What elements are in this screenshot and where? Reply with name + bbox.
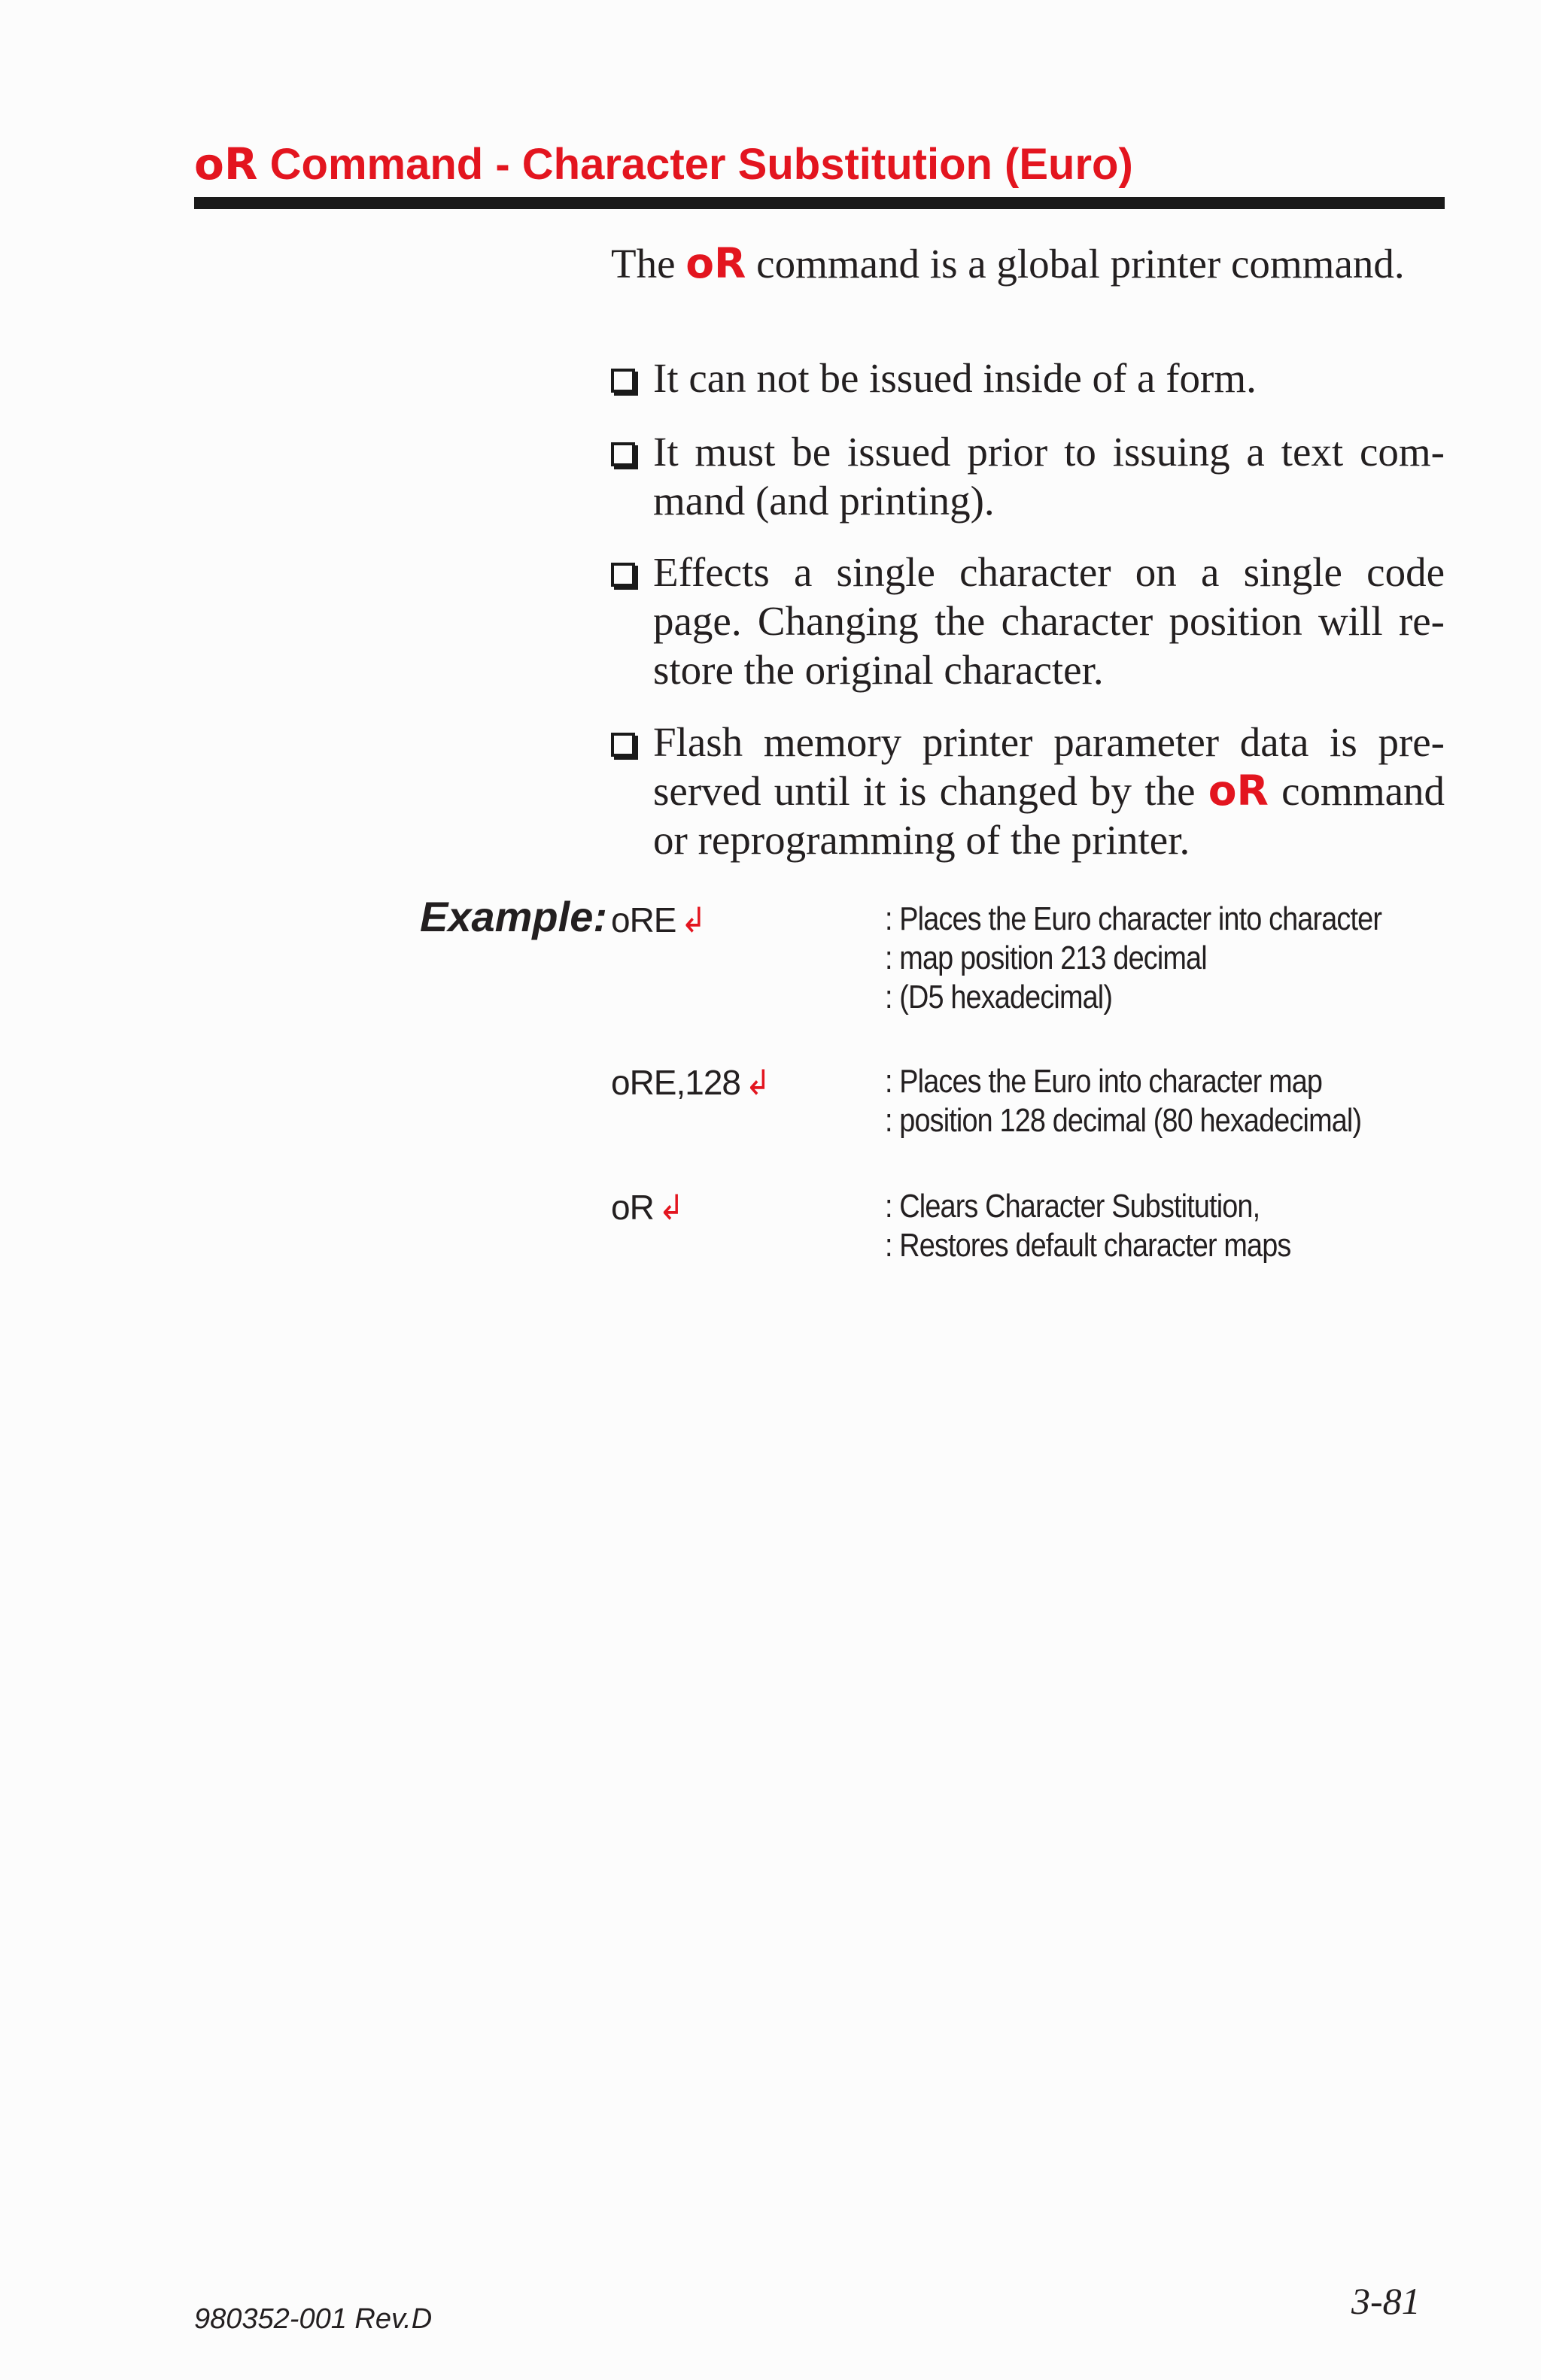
example-description: : Clears Character Substitution, : Restores default character maps <box>885 1188 1291 1264</box>
enter-icon: ↲ <box>658 1188 684 1227</box>
intro-paragraph <box>611 239 1446 288</box>
checkbox-bullet-icon <box>611 733 635 757</box>
example-code: oRE ↲ <box>611 900 707 940</box>
bullet-item <box>611 427 1445 525</box>
example-description: : Places the Euro character into character : map position 213 decimal : (D5 hexadecimal) <box>885 900 1382 1015</box>
intro-suffix: command is a global printer command. <box>756 241 1405 287</box>
bullet-text: Flash memory printer parameter data is pre- served until it is changed by the oR command or reprogramming of the printer. <box>653 719 1445 863</box>
bullet-text: It must be issued prior to issuing a text com- mand (and printing). <box>653 429 1445 524</box>
title-rule <box>194 197 1445 209</box>
checkbox-bullet-icon <box>611 442 635 466</box>
checkbox-bullet-icon <box>611 369 635 393</box>
bullet-item <box>611 354 1445 402</box>
example-code: oRE,128 ↲ <box>611 1063 770 1102</box>
example-label: Example: <box>420 893 607 940</box>
checkbox-bullet-icon <box>611 563 635 587</box>
example-code: oR ↲ <box>611 1188 684 1227</box>
title-command: oR <box>194 138 258 190</box>
page-title <box>194 138 1133 190</box>
example-description: : Places the Euro into character map : position 128 decimal (80 hexadecimal) <box>885 1063 1362 1139</box>
bullet-item <box>611 718 1445 864</box>
document-number: 980352-001 Rev.D <box>194 2303 433 2335</box>
bullet-item <box>611 548 1445 694</box>
intro-command: oR <box>685 239 746 287</box>
enter-icon: ↲ <box>745 1063 770 1102</box>
title-text: Command - Character Substitution (Euro) <box>269 140 1133 189</box>
page-number: 3-81 <box>1351 2280 1421 2322</box>
enter-icon: ↲ <box>680 900 707 940</box>
bullet-text: Effects a single character on a single code page. Changing the character position will re- store the original character. <box>653 549 1445 693</box>
intro-prefix: The <box>611 241 676 287</box>
bullet-command: oR <box>1208 767 1269 815</box>
bullet-text: It can not be issued inside of a form. <box>653 355 1257 401</box>
